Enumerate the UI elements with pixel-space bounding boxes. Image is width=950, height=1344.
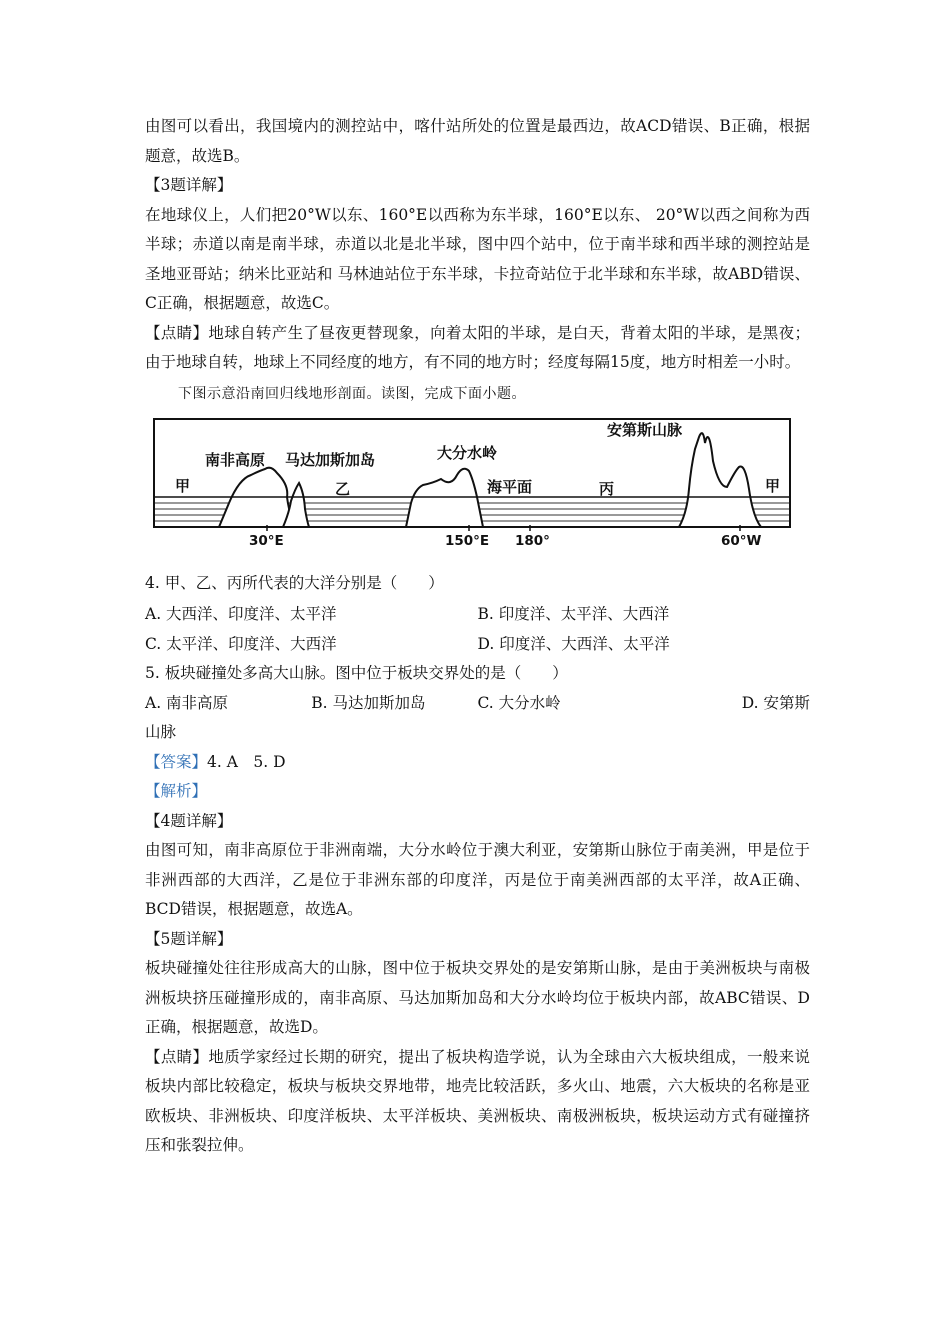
q3-detail-header: 【3题详解】 [145, 176, 233, 194]
key-point-1: 【点睛】地球自转产生了昼夜更替现象，向着太阳的半球，是白天，背着太阳的半球，是黑夜；由于地球自转，地球上不同经度的地方，有不同的地方时；经度每隔15度，地方时相差一小时。 [145, 323, 810, 371]
q5-option-d: D. 安第斯 [741, 694, 810, 712]
q3-detail-text: 在地球仪上，人们把20°W以东、160°E以西称为东半球，160°E以东、 20°W以西之间称为西半球；赤道以南是南半球，赤道以北是北半球，图中四个站中，位于南半球和西半球的测控站是圣地亚哥站；纳米比亚站和 马林迪站位于东半球，卡拉奇站位于北半球和东半球，故ABD错误、C正确，根据题意，故选C。 [145, 205, 810, 312]
label-madagascar: 马达加斯加岛 [285, 451, 376, 469]
answer-value: 4. A 5. D [207, 752, 286, 771]
label-nanfei-plateau: 南非高原 [205, 451, 266, 469]
q4-stem: 4. 甲、乙、丙所代表的大洋分别是（ ） [145, 574, 444, 592]
q5-stem: 5. 板块碰撞处多高大山脉。图中位于板块交界处的是（ ） [145, 663, 568, 682]
q4-option-a: A. 大西洋、印度洋、太平洋 [145, 604, 337, 623]
label-great-dividing-range: 大分水岭 [437, 444, 498, 462]
q4-option-c: C. 太平洋、印度洋、大西洋 [145, 634, 337, 653]
analysis-header: 【解析】 [145, 782, 208, 800]
document-page [145, 112, 810, 1161]
q5-option-a: A. 南非高原 [145, 694, 229, 712]
q5-detail-text: 板块碰撞处往往形成高大的山脉，图中位于板块交界处的是安第斯山脉，是由于美洲板块与南极洲板块挤压碰撞形成的，南非高原、马达加斯加岛和大分水岭均位于板块内部，故ABC错误、D正确，根据题意，故选D。 [145, 959, 810, 1036]
great-dividing-range-shape [406, 469, 483, 527]
terrain-profile-figure [145, 417, 810, 565]
andes-shape [679, 433, 761, 527]
q4-options [145, 599, 810, 659]
q5-option-c: C. 大分水岭 [477, 694, 561, 712]
label-yi: 乙 [335, 480, 351, 498]
label-bing: 丙 [599, 480, 615, 498]
label-sea-level: 海平面 [487, 478, 533, 496]
label-jia-right: 甲 [765, 477, 781, 495]
label-andes: 安第斯山脉 [607, 421, 683, 439]
answer-label: 【答案】 [145, 752, 208, 771]
tick-30e: 30°E [249, 533, 284, 549]
tick-60w: 60°W [721, 533, 762, 549]
figure-intro: 下图示意沿南回归线地形剖面。读图，完成下面小题。 [178, 385, 526, 402]
q4-option-b: B. 印度洋、太平洋、大西洋 [477, 604, 670, 623]
q5-option-b: B. 马达加斯加岛 [311, 694, 426, 712]
key-point-2: 【点睛】地质学家经过长期的研究，提出了板块构造学说，认为全球由六大板块组成，一般来说板块内部比较稳定，板块与板块交界地带，地壳比较活跃，多火山、地震，六大板块的名称是亚欧板块、非洲板块、印度洋板块、太平洋板块、美洲板块、南极洲板块，板块运动方式有碰撞挤压和张裂拉伸。 [145, 1047, 810, 1154]
label-jia-left: 甲 [175, 477, 191, 495]
tick-180: 180° [515, 533, 550, 549]
paragraph-q2-conclusion: 由图可以看出，我国境内的测控站中，喀什站所处的位置是最西边，故ACD错误、B正确，根据题意，故选B。 [145, 117, 810, 165]
q5-option-d-tail: 山脉 [145, 723, 177, 741]
answer-line [145, 748, 810, 778]
q4-detail-header: 【4题详解】 [145, 811, 233, 830]
q5-options [145, 688, 810, 718]
q4-option-d: D. 印度洋、大西洋、太平洋 [477, 634, 670, 653]
tick-150e: 150°E [445, 533, 490, 549]
terrain-profile-svg [139, 417, 819, 567]
q5-detail-header: 【5题详解】 [145, 929, 233, 948]
q4-detail-text: 由图可知，南非高原位于非洲南端，大分水岭位于澳大利亚，安第斯山脉位于南美洲，甲是位于非洲西部的大西洋，乙是位于非洲东部的印度洋，丙是位于南美洲西部的太平洋，故A正确、BCD错误，根据题意，故选A。 [145, 841, 810, 918]
